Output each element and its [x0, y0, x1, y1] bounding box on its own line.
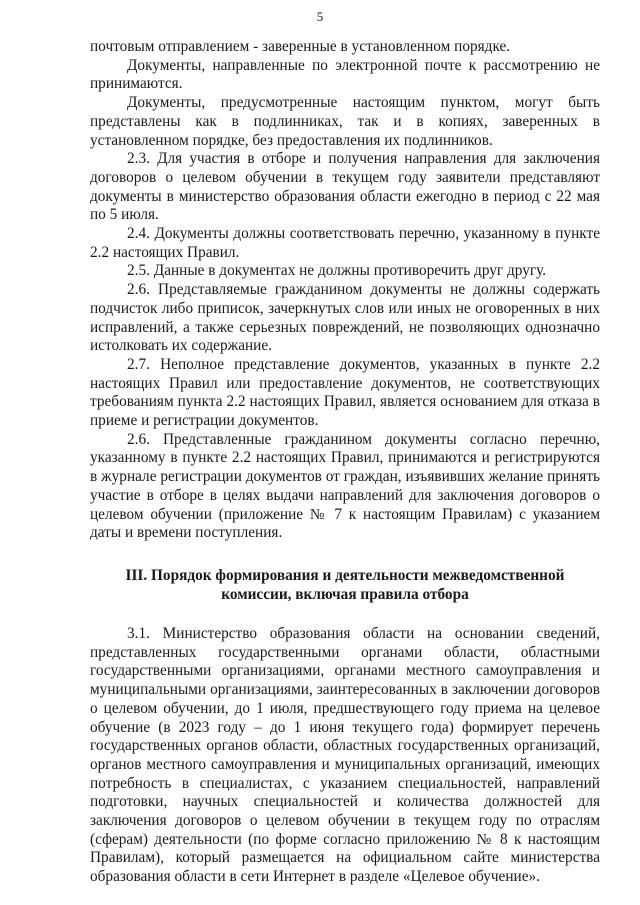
- paragraph-continuation: почтовым отправлением - заверенные в установленном порядке.: [90, 38, 511, 55]
- paragraph-2-6-a: 2.6. Представляемые гражданином документы не должны содержать подчисток либо приписок, зачеркнутых слов или иных не оговоренных в них исправлений, а также серьезных повреждений, не позволяющих однозначно истолковать их содержание.: [90, 281, 600, 355]
- paragraph-2-7: 2.7. Неполное представление документов, указанных в пункте 2.2 настоящих Правил или предоставление документов, не соответствующих требованиям пункта 2.2 настоящих Правил, является основанием для отказа в приеме и регистрации документов.: [90, 355, 600, 430]
- paragraph-email-documents: Документы, направленные по электронной почте к рассмотрению не принимаются.: [90, 56, 600, 93]
- paragraph-2-3: 2.3. Для участия в отборе и получения направления для заключения договоров о целевом обучении в текущем году заявители представляют документы в министерство образования области ежегодно в период с 22 мая по 5 июля.: [90, 150, 600, 224]
- section-heading: III. Порядок формирования и деятельности межведомственной комиссии, включая правила отбора: [125, 566, 565, 604]
- paragraph-2-5: 2.5. Данные в документах не должны противоречить друг другу.: [127, 262, 547, 280]
- paragraph-documents-copies: Документы, предусмотренные настоящим пунктом, могут быть представлены как в подлинниках, так и в копиях, заверенных в установленном порядке, без предоставления их подлинников.: [90, 94, 600, 149]
- paragraph-3-1: 3.1. Министерство образования области на основании сведений, представленных государственными органами области, областными государственными организациями, органами местного самоуправления и муниципальными организациями, заинтересованных в заключении договоров о целевом обучении, до 1 июля, предшествующего году приема на целевое обучение (в 2023 году – до 1 июня текущего года) формирует перечень государственных органов области, областных государственных организаций, органов местного самоуправления и муниципальных организаций, имеющих потребность в специалистах, с указанием специальностей, направлений подготовки, научных специальностей и количества должностей для заключения договоров о целевом обучении в текущем году по отраслям (сферам) деятельности (по форме согласно приложению № 8 к настоящим Правилам), который размещается на официальном сайте министерства образования области в сети Интернет в разделе «Целевое обучение».: [90, 624, 600, 886]
- document-body: [90, 38, 600, 887]
- paragraph-2-6-b: 2.6. Представленные гражданином документы согласно перечню, указанному в пункте 2.2 настоящих Правил, принимаются и регистрируются в журнале регистрации документов от граждан, изъявивших желание принять участие в отборе в целях выдачи направлений для заключения договоров о целевом обучении (приложение № 7 к настоящим Правилам) с указанием даты и времени поступления.: [90, 430, 600, 542]
- page-number: 5: [316, 9, 324, 24]
- paragraph-2-4: 2.4. Документы должны соответствовать перечню, указанному в пункте 2.2 настоящих Правил.: [90, 225, 600, 261]
